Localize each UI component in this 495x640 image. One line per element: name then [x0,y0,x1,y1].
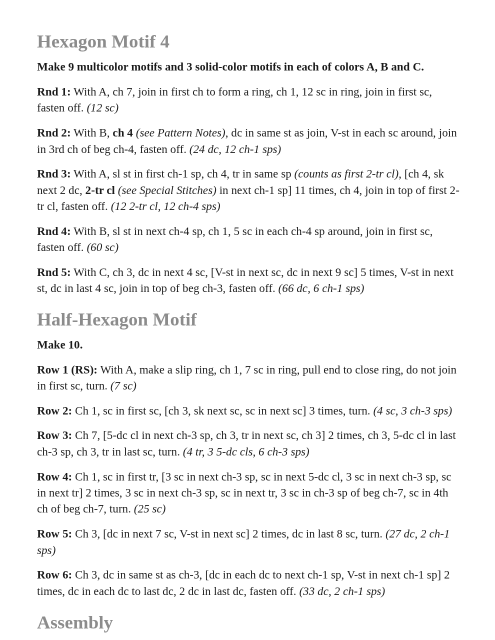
stitch-count: (7 sc) [110,380,137,393]
pattern-note: (counts as first 2-tr cl) [294,168,399,181]
row-label: Row 1 (RS): [37,363,98,377]
row-text: Ch 3, dc in same st as ch-3, [dc in each dc to next ch-1 sp, V-st in next ch-1 sp] 2 times, dc in each dc to last dc, 2 dc in last dc, fasten off. [37,569,450,598]
stitch-count: (12 2-tr cl, 12 ch-4 sps) [110,200,221,213]
round-label: Rnd 3: [37,168,71,181]
row-3 [37,428,462,460]
row-label: Row 5: [37,528,73,541]
row-label: Row 2: [37,404,73,418]
make-text: Make 9 multicolor motifs and 3 solid-color motifs in each of colors A, B and C. [37,61,424,74]
make-text: Make 10. [37,338,83,352]
round-label: Rnd 2: [37,126,71,140]
row-text: Ch 7, [5-dc cl in next ch-3 sp, ch 3, tr in next sc, ch 3] 2 times, ch 3, 5-dc cl in last ch-3 sp, ch 3, tr in last sc, turn. [37,429,456,459]
row-1 [37,362,462,394]
section-title-assembly: Assembly [37,613,114,634]
round-3 [37,166,462,215]
row-text: Ch 1, sc in first tr, [3 sc in next ch-3 sp, sc in next 5-dc cl, 3 sc in next ch-3 sp, sc in next tr] 2 times, 3 sc in next ch-3 sp, sc in next tr, 3 sc in ch-3 sp of beg ch-7, sc in 4th ch of beg ch-7, turn. [37,470,452,516]
stitch-count: (33 dc, 2 ch-1 sps) [299,585,386,598]
stitch-count: (25 sc) [133,503,166,516]
pattern-note-ref: (see Pattern Notes) [132,126,226,140]
round-label: Rnd 1: [37,85,71,99]
round-5 [37,264,462,296]
make-instruction [37,337,462,353]
section-title-half-hexagon: Half-Hexagon Motif [37,311,197,331]
row-4 [37,469,462,518]
round-4 [37,223,462,255]
row-text: Ch 1, sc in first sc, [ch 3, sk next sc, sc in next sc] 3 times, turn. [72,404,374,418]
row-label: Row 6: [37,569,73,582]
make-instruction [37,59,462,75]
row-2 [37,403,462,419]
row-text: With A, make a slip ring, ch 1, 7 sc in ring, pull end to close ring, do not join in first sc, turn. [37,363,457,393]
row-label: Row 4: [37,470,73,484]
round-text: With A, ch 7, join in first ch to form a ring, ch 1, 12 sc in ring, join in first sc, fasten off. [37,85,433,115]
section-title-hexagon-motif: Hexagon Motif 4 [37,33,170,53]
stitch-term: 2-tr cl [85,184,116,197]
stitch-count: (27 dc, 2 ch-1 sps) [37,528,450,557]
stitch-count: (12 sc) [86,102,119,115]
round-label: Rnd 5: [37,266,71,279]
round-2 [37,125,462,157]
row-6 [37,567,462,599]
row-text: Ch 3, [dc in next 7 sc, V-st in next sc] 2 times, dc in last 8 sc, turn. [72,528,386,541]
stitch-term: ch 4 [112,126,133,140]
round-text: in next ch-1 sp] 11 times, ch 4, join in top of first 2-tr cl, fasten off. [37,184,460,213]
stitch-count: (4 sc, 3 ch-3 sps) [373,404,453,418]
round-text: With C, ch 3, dc in next 4 sc, [V-st in next sc, dc in next 9 sc] 5 times, V-st in next st, dc in last 4 sc, join in top of beg ch-3, fasten off. [37,266,454,296]
row-5 [37,526,462,558]
row-label: Row 3: [37,429,73,443]
round-text: With B, sl st in next ch-4 sp, ch 1, 5 sc in each ch-4 sp around, join in first sc, fasten off. [37,225,433,254]
stitch-count: (60 sc) [86,241,119,254]
stitch-count: (66 dc, 6 ch-1 sps) [278,282,365,296]
round-text: With A, sl st in first ch-1 sp, ch 4, tr in same sp [70,168,295,181]
stitch-count: (24 dc, 12 ch-1 sps) [189,143,282,156]
round-text: With B, [70,126,113,140]
round-text: , [ch 4, sk next 2 dc, [37,168,445,197]
stitch-count: (4 tr, 3 5-dc cls, 6 ch-3 sps) [182,445,310,459]
special-stitches-ref: (see Special Stitches) [115,184,217,197]
round-1 [37,84,462,116]
round-label: Rnd 4: [37,225,71,238]
round-text: , dc in same st as join, V-st in each sc around, join in 3rd ch of beg ch-4, fasten off. [37,126,457,156]
